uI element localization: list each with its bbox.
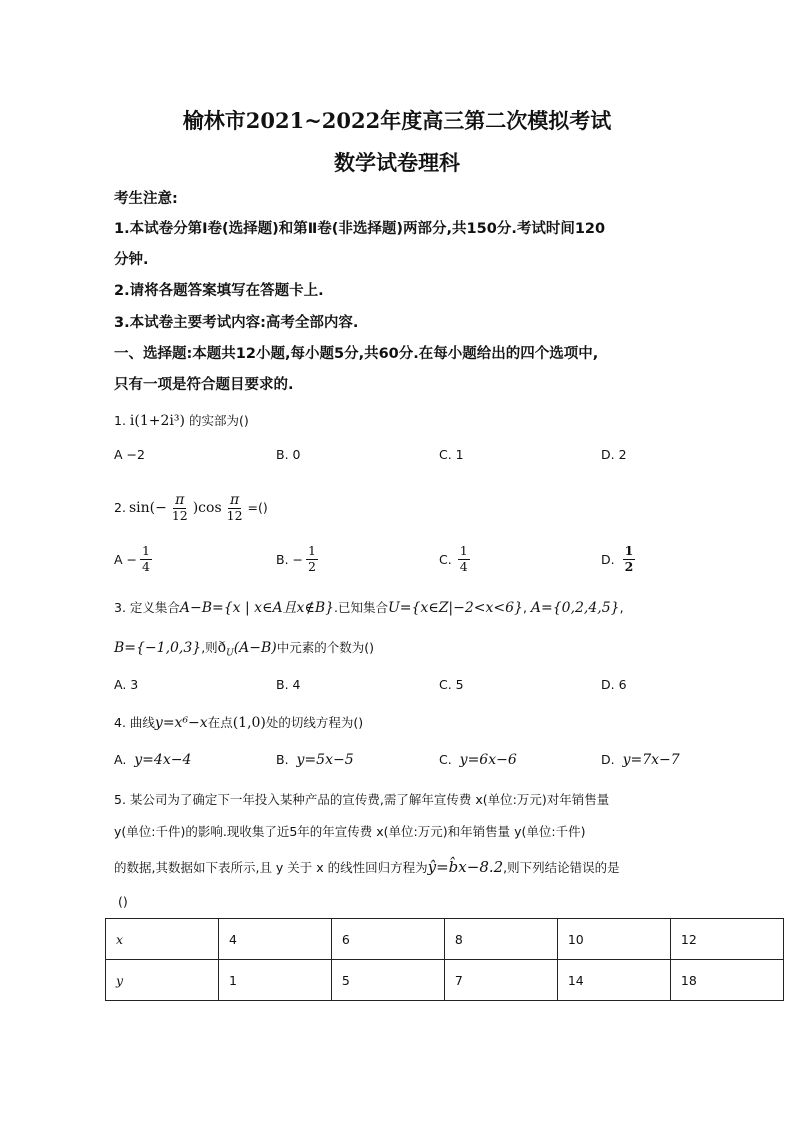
question-3-set-u: U={x∈Z|−2<x<6} xyxy=(388,600,523,616)
question-2-frac-1 xyxy=(170,493,190,523)
q1-option-c: C. 1 xyxy=(439,447,464,462)
table-row xyxy=(106,960,784,1001)
q1-option-d: D. 2 xyxy=(601,447,627,462)
q2-option-a-label: A − xyxy=(114,551,137,567)
q4-option-b-equation: y=5x−5 xyxy=(296,752,354,768)
question-1-number: 1. xyxy=(114,413,126,428)
exam-title: 榆林市2021~2022年度高三第二次模拟考试 xyxy=(182,108,612,133)
section-heading-line-1: 一、选择题:本题共12小题,每小题5分,共60分.在每小题给出的四个选项中, xyxy=(114,346,599,362)
q2-option-a-num: 1 xyxy=(142,543,150,558)
q1-option-a: A −2 xyxy=(114,447,145,462)
question-5-line-3 xyxy=(114,851,620,884)
notice-line-3: 3.本试卷主要考试内容:高考全部内容. xyxy=(114,315,359,331)
q2-option-c-label: C. xyxy=(439,551,452,567)
table-cell: x xyxy=(106,919,219,960)
exam-subtitle: 数学试卷理科 xyxy=(334,150,460,175)
question-2 xyxy=(114,493,268,523)
q2-option-b-num: 1 xyxy=(308,543,316,558)
question-5-regression-equation: ŷ=b̂x−8.2 xyxy=(427,858,504,876)
question-4-text-a: 4. 曲线 xyxy=(114,715,155,730)
question-3-comma-2: , xyxy=(619,600,624,615)
q4-option-a-equation: y=4x−4 xyxy=(134,752,192,768)
q2-option-d xyxy=(601,545,635,573)
question-3-complement-subscript: U xyxy=(226,648,234,659)
question-3-comma-1: , xyxy=(522,600,527,615)
q4-option-c-label: C. xyxy=(439,752,452,767)
question-2-frac-1-num: π xyxy=(175,492,185,508)
question-1-expression: i(1+2i³) xyxy=(129,413,185,429)
question-3-set-a: A={0,2,4,5} xyxy=(530,600,620,616)
table-cell: 4 xyxy=(218,919,331,960)
question-2-frac-2 xyxy=(225,493,245,523)
question-3-set-definition: A−B={x | x∈A且x∉B} xyxy=(179,600,335,616)
table-cell: 14 xyxy=(557,960,670,1001)
q2-option-b-label: B. − xyxy=(276,551,303,567)
table-cell: 12 xyxy=(670,919,783,960)
question-3-complement-symbol: ð xyxy=(217,640,227,656)
question-3-text-b: .已知集合 xyxy=(334,600,388,615)
q4-option-a xyxy=(114,752,191,768)
notice-line-1a: 1.本试卷分第Ⅰ卷(选择题)和第Ⅱ卷(非选择题)两部分,共150分.考试时间120 xyxy=(114,221,606,237)
q2-option-b xyxy=(276,545,318,573)
table-cell: 7 xyxy=(444,960,557,1001)
q3-option-b: B. 4 xyxy=(276,677,301,692)
notice-line-2: 2.请将各题答案填写在答题卡上. xyxy=(114,283,324,299)
question-4 xyxy=(114,713,363,731)
table-cell: 1 xyxy=(218,960,331,1001)
question-4-curve: y=x⁶−x xyxy=(154,715,208,731)
question-4-text-c: 处的切线方程为() xyxy=(265,715,364,730)
section-heading-line-2: 只有一项是符合题目要求的. xyxy=(114,377,294,393)
question-2-cos: )cos xyxy=(192,499,222,516)
question-2-frac-2-den: 12 xyxy=(226,508,243,523)
q3-option-a: A. 3 xyxy=(114,677,139,692)
q2-option-d-den: 2 xyxy=(624,558,634,574)
q2-option-d-label: D. xyxy=(601,551,615,567)
table-cell: 10 xyxy=(557,919,670,960)
q4-option-b-label: B. xyxy=(276,752,289,767)
q2-option-c xyxy=(439,545,470,573)
question-1 xyxy=(114,411,249,429)
q4-option-c-equation: y=6x−6 xyxy=(459,752,517,768)
question-3-text-c: ,则 xyxy=(201,640,218,655)
q2-option-a-den: 4 xyxy=(142,558,150,574)
q2-option-c-num: 1 xyxy=(459,543,468,558)
data-table xyxy=(105,918,784,1001)
q2-option-b-frac xyxy=(306,545,318,573)
table-cell: 6 xyxy=(331,919,444,960)
q4-option-d xyxy=(601,752,680,768)
question-3-text-a: 3. 定义集合 xyxy=(114,600,180,615)
question-3-line-2 xyxy=(114,638,374,659)
q4-option-d-equation: y=7x−7 xyxy=(622,752,680,768)
table-cell: y xyxy=(106,960,219,1001)
table-cell: 18 xyxy=(670,960,783,1001)
notice-line-1b: 分钟. xyxy=(114,252,149,268)
question-5-line-2: y(单位:千件)的影响.现收集了近5年的年宣传费 x(单位:万元)和年销售量 y(单位:千件) xyxy=(114,824,586,839)
q3-option-d: D. 6 xyxy=(601,677,627,692)
q4-option-c xyxy=(439,752,517,768)
notice-heading: 考生注意: xyxy=(114,191,178,207)
table-cell: 8 xyxy=(444,919,557,960)
question-5-line-1: 5. 某公司为了确定下一年投入某种产品的宣传费,需了解年宣传费 x(单位:万元)对年销售量 xyxy=(114,792,610,807)
question-5-text-a: 的数据,其数据如下表所示,且 y 关于 x 的线性回归方程为 xyxy=(114,860,428,875)
q2-option-a xyxy=(114,545,152,573)
question-2-tail: =() xyxy=(247,500,268,516)
table-cell: 5 xyxy=(331,960,444,1001)
question-2-frac-1-den: 12 xyxy=(171,508,188,523)
table-row xyxy=(106,919,784,960)
question-3-complement-argument: (A−B) xyxy=(233,640,277,656)
q2-option-c-den: 4 xyxy=(459,558,468,574)
question-2-sin: sin(− xyxy=(128,499,167,516)
q4-option-a-label: A. xyxy=(114,752,127,767)
q2-option-a-frac xyxy=(140,545,152,573)
question-3-line-1 xyxy=(114,597,624,617)
question-1-text: 的实部为() xyxy=(188,413,249,428)
q4-option-b xyxy=(276,752,354,768)
question-2-number: 2. xyxy=(114,500,126,516)
question-4-text-b: 在点 xyxy=(207,715,233,730)
question-3-text-d: 中元素的个数为() xyxy=(276,640,375,655)
q2-option-c-frac xyxy=(458,545,470,573)
question-2-frac-2-num: π xyxy=(229,492,240,508)
question-4-point: (1,0) xyxy=(232,715,266,731)
q4-option-d-label: D. xyxy=(601,752,615,767)
q1-option-b: B. 0 xyxy=(276,447,301,462)
q2-option-d-frac xyxy=(623,545,636,573)
question-5-line-4: () xyxy=(118,894,128,909)
question-5-text-b: ,则下列结论错误的是 xyxy=(503,860,620,875)
q3-option-c: C. 5 xyxy=(439,677,464,692)
q2-option-b-den: 2 xyxy=(308,558,316,574)
q2-option-d-num: 1 xyxy=(624,543,634,558)
question-3-set-b: B={−1,0,3} xyxy=(114,640,202,656)
